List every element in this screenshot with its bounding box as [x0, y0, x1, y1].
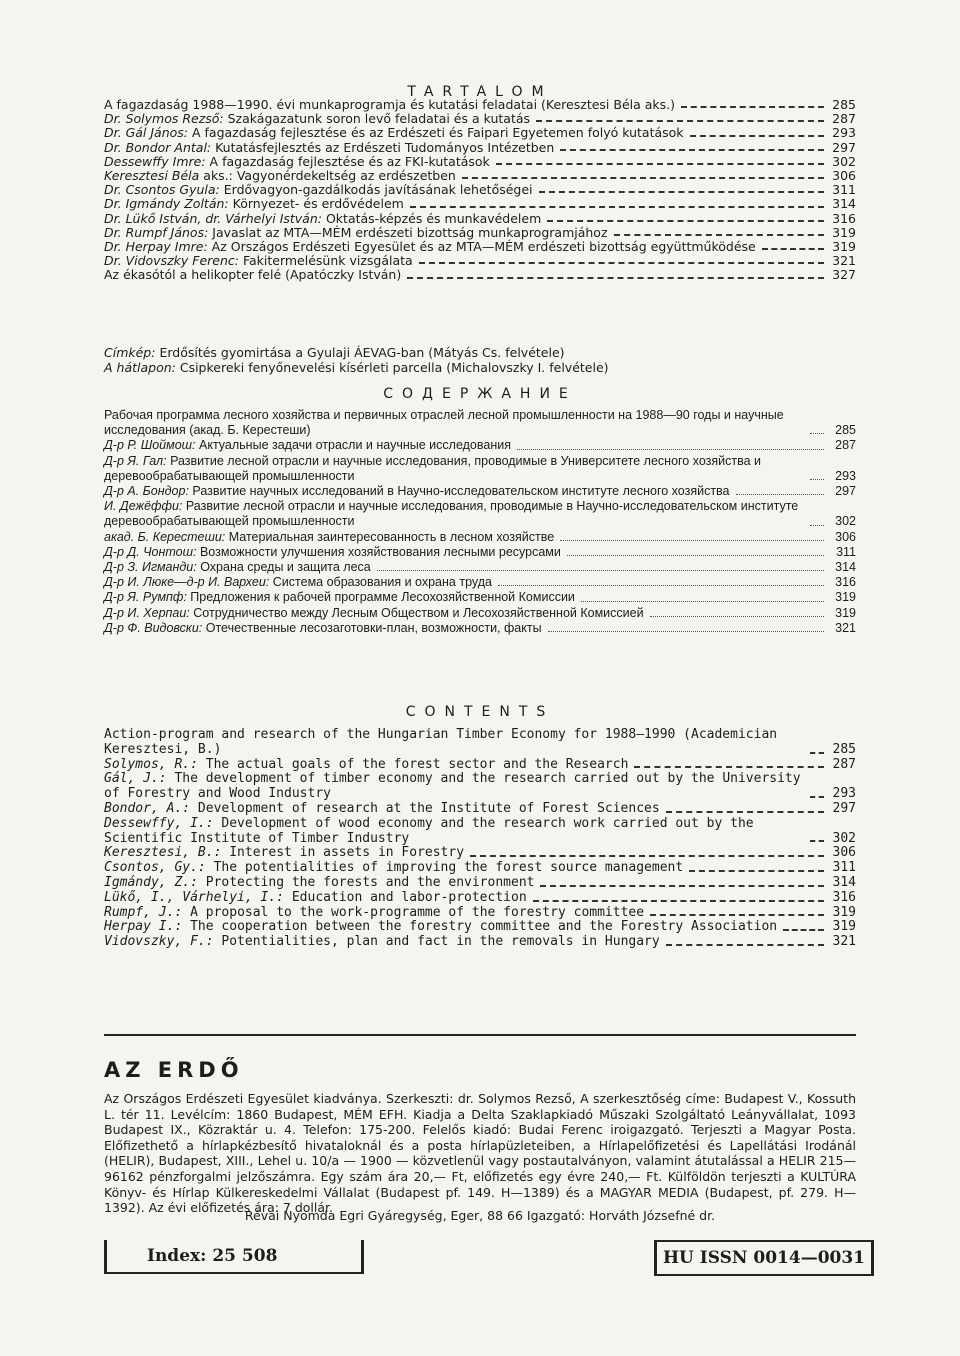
toc-page-number: 319: [832, 904, 856, 920]
toc-entry: [104, 906, 856, 921]
toc-title: Предложения к рабочей программе Лесохозяйственной Комиссии: [190, 590, 575, 605]
toc-leader: [614, 234, 824, 236]
toc-page-number: 285: [832, 97, 856, 112]
toc-entry-text: [104, 861, 683, 876]
toc-entry: [104, 772, 856, 802]
toc-title: Education and labor-protection: [291, 889, 527, 905]
toc-entry: [104, 590, 856, 605]
toc-title: aks.: Vagyonérdekeltség az erdészetben: [203, 168, 456, 184]
issn-box: HU ISSN 0014—0031: [654, 1240, 874, 1276]
toc-page-number: 285: [835, 423, 856, 438]
toc-title: Az Országos Erdészeti Egyesület és az MTA—MÉM erdészeti bizottság együttműködése: [211, 239, 756, 255]
toc-title: The development of timber economy and the research carried out by the University of Forestry and Wood Industry: [104, 771, 801, 802]
toc-page-number: 287: [832, 756, 856, 772]
captions: [104, 345, 609, 375]
toc-title: Development of wood economy and the research work carried out by the Scientific Institute of Timber Industry: [104, 815, 754, 846]
toc-leader: [810, 840, 824, 842]
toc-page-number: 311: [836, 544, 856, 559]
cover-caption: [104, 345, 609, 360]
toc-title: Рабочая программа лесного хозяйства и первичных отраслей лесной промышленности на 1988—90 годы и научные исследования (акад. Б. Керестеши): [104, 408, 784, 438]
toc-entry-text: [104, 772, 804, 802]
toc-entry: [104, 802, 856, 817]
toc-entry: [104, 575, 856, 590]
toc-author: Dessewffy Imre:: [104, 153, 206, 169]
toc-entry: [104, 758, 856, 773]
toc-entry-text: [104, 530, 554, 545]
toc-title: Развитие лесной отрасли и научные исследования, проводимые в Научно-исследовательском институте деревообрабатывающей промышленности: [104, 499, 799, 529]
toc-author: Dr. Bondor Antal:: [104, 139, 212, 155]
toc-author: Vidovszky, F.:: [104, 934, 214, 950]
toc-author: Dessewffy, I.:: [104, 815, 214, 831]
toc-leader: [547, 220, 824, 222]
en-toc: [104, 728, 856, 950]
toc-page-number: 285: [832, 741, 856, 757]
toc-title: Oktatás-képzés és munkavédelem: [325, 210, 542, 226]
toc-leader: [810, 479, 824, 480]
toc-author: Д-р Р. Шоймош:: [104, 438, 196, 453]
toc-leader: [681, 106, 824, 108]
toc-author: Keresztesi, B.:: [104, 845, 222, 861]
toc-page-number: 297: [835, 484, 856, 499]
en-heading: CONTENTS: [405, 704, 555, 720]
toc-title: Актуальные задачи отрасли и научные исследования: [199, 438, 511, 453]
toc-title: Javaslat az MTA—MÉM erdészeti bizottság munkaprogramjához: [212, 224, 608, 240]
toc-page-number: 293: [832, 786, 856, 802]
toc-page-number: 327: [832, 267, 856, 283]
back-caption: [104, 360, 609, 375]
toc-leader: [560, 540, 824, 541]
toc-entry-text: [104, 817, 804, 847]
toc-entry-text: [104, 126, 684, 140]
toc-entry-text: [104, 141, 554, 155]
toc-leader: [689, 870, 824, 872]
toc-entry-text: [104, 758, 628, 773]
toc-leader: [634, 766, 824, 768]
toc-entry: [104, 920, 856, 935]
toc-entry-text: [104, 728, 804, 758]
toc-leader: [533, 900, 824, 902]
toc-title: Erdővagyon-gazdálkodás javításának lehetőségei: [223, 182, 533, 198]
toc-author: Д-р З. Игманди:: [104, 560, 197, 575]
toc-leader: [736, 494, 825, 495]
toc-entry: [104, 98, 856, 112]
toc-page-number: 297: [832, 800, 856, 816]
toc-entry: [104, 112, 856, 126]
toc-author: Dr. Solymos Rezső:: [104, 111, 224, 127]
toc-title: A fagazdaság fejlesztése és az FKI-kutatások: [209, 153, 490, 169]
toc-entry: [104, 891, 856, 906]
cover-label: Címkép:: [104, 345, 156, 360]
toc-leader: [540, 885, 824, 887]
toc-page-number: 293: [832, 125, 856, 141]
toc-page-number: 321: [832, 253, 856, 269]
toc-entry: [104, 846, 856, 861]
toc-author: Dr. Gál János:: [104, 125, 188, 141]
toc-page-number: 306: [835, 529, 856, 544]
imprint-text: Az Országos Erdészeti Egyesület kiadványa. Szerkeszti: dr. Solymos Rezső, A szerkesztőség címe: Budapest V., Kossuth L. tér 11. Levélcím: 1860 Budapest, MÉM EFH. Kiadja a Delta Szaklapkiadó Műszaki Szolgáltató Leányvállalat, 1093 Budapest IX., Közraktár u. 4. Telefon: 175-200. Felelős kiadó: Budai Ferenc iroigazgató. Terjeszti a Magyar Posta. Előfizethető a hírlapkézbesítő hivataloknál és a posta hírlapüzleteiben, a Hírlapelőfizetési és Lapellátási Irodánál (HELIR), Budapest, XIII., Lehel u. 10/a — 1900 — közvetlenül vagy postautalványon, valamint átutalással a HELIR 215—96162 pénzforgalmi jelzőszámra. Egy szám ára 20,— Ft, előfizetés egy évre 240,— Ft. Külföldön terjeszti a KULTÚRA Könyv- és Hírlap Külkereskedelmi Vállalat (Budapest pf. 149. H—1389) és a MAGYAR MEDIA (Budapest, pf. 279. H—1392). Az évi előfizetés ára: 7 dollár.: [104, 1091, 856, 1216]
toc-leader: [810, 433, 824, 434]
toc-entry-text: [104, 891, 527, 906]
toc-page-number: 316: [832, 889, 856, 905]
divider-rule: [104, 1034, 856, 1036]
toc-title: Interest in assets in Forestry: [229, 845, 465, 861]
toc-entry-text: [104, 906, 644, 921]
toc-entry-text: [104, 183, 533, 197]
toc-page-number: 306: [832, 168, 856, 184]
toc-entry-text: [104, 254, 413, 268]
toc-entry-text: [104, 575, 492, 590]
ru-heading: СОДЕРЖАНИЕ: [383, 386, 577, 402]
toc-author: Д-р Ф. Видовски:: [104, 620, 203, 635]
toc-entry-text: [104, 438, 511, 453]
toc-title: The actual goals of the forest sector and the Research: [205, 756, 629, 772]
toc-page-number: 321: [832, 934, 856, 950]
toc-entry: [104, 141, 856, 155]
toc-entry-text: [104, 112, 530, 126]
toc-author: Dr. Herpay Imre:: [104, 239, 208, 255]
imprint: [104, 1091, 856, 1216]
toc-leader: [410, 206, 824, 208]
toc-entry: [104, 126, 856, 140]
toc-entry: [104, 240, 856, 254]
toc-page-number: 314: [835, 560, 856, 575]
toc-leader: [548, 631, 824, 632]
toc-author: Д-р Д. Чонтош:: [104, 544, 197, 559]
toc-entry: [104, 499, 856, 529]
toc-title: The potentialities of improving the forest source management: [213, 860, 684, 876]
printer-line: Révai Nyomda Egri Gyáregység, Eger, 88 66 Igazgató: Horváth Józsefné dr.: [244, 1208, 716, 1223]
toc-leader: [810, 525, 824, 526]
toc-title: Protecting the forests and the environment: [205, 874, 535, 890]
toc-entry-text: [104, 98, 675, 112]
toc-entry-text: [104, 802, 660, 817]
toc-page-number: 319: [835, 590, 856, 605]
toc-page-number: 311: [832, 182, 856, 198]
toc-leader: [462, 177, 824, 179]
toc-page-number: 302: [832, 153, 856, 169]
toc-entry: [104, 560, 856, 575]
toc-page-number: 314: [832, 874, 856, 890]
toc-title: Development of research at the Institute of Forest Sciences: [197, 800, 660, 816]
toc-entry: [104, 438, 856, 453]
toc-title: Материальная заинтересованность в лесном хозяйстве: [228, 529, 555, 544]
toc-entry: [104, 454, 856, 484]
toc-author: Gál, J.:: [104, 771, 167, 787]
toc-entry-text: [104, 240, 756, 254]
toc-entry-text: [104, 560, 371, 575]
toc-page-number: 319: [832, 919, 856, 935]
toc-entry-text: [104, 197, 404, 211]
toc-page-number: 316: [832, 210, 856, 226]
toc-author: И. Дежёффи:: [104, 499, 183, 514]
toc-page-number: 306: [832, 845, 856, 861]
toc-author: Csontos, Gy.:: [104, 860, 206, 876]
toc-entry: [104, 212, 856, 226]
toc-entry: [104, 728, 856, 758]
toc-author: Igmándy, Z.:: [104, 874, 198, 890]
toc-entry-text: [104, 499, 804, 529]
toc-author: Solymos, R.:: [104, 756, 198, 772]
toc-leader: [498, 585, 824, 586]
toc-entry: [104, 268, 856, 282]
toc-entry: [104, 530, 856, 545]
toc-title: A fagazdaság fejlesztése és az Erdészeti és Faipari Egyetemen folyó kutatások: [191, 125, 684, 141]
hu-heading: TARTALOM: [407, 84, 553, 100]
toc-entry: [104, 183, 856, 197]
toc-leader: [666, 811, 824, 813]
toc-page-number: 321: [835, 620, 856, 635]
toc-author: Bondor, A.:: [104, 800, 191, 816]
toc-title: Система образования и охрана труда: [272, 575, 492, 590]
toc-title: A proposal to the work-programme of the forestry committee: [190, 904, 645, 920]
toc-page-number: 302: [832, 830, 856, 846]
toc-leader: [517, 449, 824, 450]
toc-title: Fakitermelésünk vizsgálata: [242, 253, 413, 269]
toc-page-number: 311: [832, 860, 856, 876]
toc-author: Dr. Vidovszky Ferenc:: [104, 253, 239, 269]
toc-leader: [539, 191, 824, 193]
toc-leader: [496, 163, 824, 165]
toc-entry: [104, 876, 856, 891]
toc-entry-text: [104, 454, 804, 484]
toc-leader: [419, 262, 824, 264]
toc-title: Action-program and research of the Hungarian Timber Economy for 1988—1990 (Academician Keresztesi, B.): [104, 727, 778, 757]
toc-title: Környezet- és erdővédelem: [232, 196, 404, 212]
toc-leader: [810, 752, 824, 754]
toc-entry-text: [104, 268, 401, 282]
toc-title: A fagazdaság 1988—1990. évi munkaprogramja és kutatási feladatai (Keresztesi Béla aks.): [104, 97, 675, 112]
toc-leader: [783, 929, 824, 931]
toc-entry-text: [104, 155, 490, 169]
toc-author: Д-р Я. Румпф:: [104, 590, 187, 605]
magazine-title: AZ ERDŐ: [104, 1058, 244, 1082]
toc-entry: [104, 254, 856, 268]
toc-entry-text: [104, 590, 575, 605]
back-text: Csipkereki fenyőnevelési kísérleti parcella (Michalovszky I. felvétele): [179, 360, 609, 375]
toc-page-number: 287: [835, 438, 856, 453]
toc-author: Keresztesi Béla: [104, 168, 200, 184]
toc-page-number: 287: [832, 111, 856, 127]
toc-title: Отечественные лесозаготовки-план, возможности, факты: [205, 620, 542, 635]
cover-text: Erdősítés gyomirtása a Gyulaji ÁEVAG-ban (Mátyás Cs. felvétele): [159, 345, 565, 360]
toc-leader: [581, 601, 824, 602]
toc-entry-text: [104, 212, 541, 226]
toc-author: Dr. Lükő István, dr. Várhelyi István:: [104, 210, 322, 226]
toc-title: Сотрудничество между Лесным Обществом и Лесохозяйственной Комиссией: [193, 605, 644, 620]
toc-entry-text: [104, 226, 608, 240]
toc-entry: [104, 621, 856, 636]
toc-page-number: 297: [832, 139, 856, 155]
toc-entry-text: [104, 606, 644, 621]
toc-entry: [104, 817, 856, 847]
toc-entry: [104, 861, 856, 876]
toc-author: Dr. Rumpf János:: [104, 224, 209, 240]
toc-title: Szakágazatunk soron levő feladatai és a kutatás: [227, 111, 531, 127]
toc-page-number: 319: [832, 239, 856, 255]
toc-leader: [407, 277, 824, 279]
toc-leader: [567, 555, 824, 556]
toc-page-number: 302: [835, 514, 856, 529]
toc-leader: [650, 914, 824, 916]
toc-entry: [104, 408, 856, 438]
toc-title: Развитие лесной отрасли и научные исследования, проводимые в Университете лесного хозяйства и деревообрабатывающей промышленности: [104, 453, 762, 483]
toc-entry: [104, 606, 856, 621]
toc-leader: [690, 135, 824, 137]
toc-title: Возможности улучшения хозяйствования лесными ресурсами: [199, 544, 561, 559]
toc-entry-text: [104, 408, 804, 438]
toc-author: Д-р И. Херпаи:: [104, 605, 190, 620]
toc-author: Dr. Csontos Gyula:: [104, 182, 220, 198]
toc-entry-text: [104, 935, 660, 950]
toc-leader: [536, 120, 824, 122]
toc-author: Rumpf, J.:: [104, 904, 183, 920]
toc-entry-text: [104, 876, 534, 891]
toc-entry: [104, 226, 856, 240]
toc-entry: [104, 545, 856, 560]
index-box: Index: 25 508: [104, 1240, 364, 1274]
ru-toc: [104, 408, 856, 636]
toc-author: Д-р И. Люке—д-р И. Вархеи:: [104, 575, 270, 590]
toc-author: Lükő, I., Várhelyi, I.:: [104, 889, 285, 905]
toc-title: Развитие научных исследований в Научно-исследовательском институте лесного хозяйства: [192, 484, 730, 499]
back-label: A hátlapon:: [104, 360, 176, 375]
toc-title: Potentialities, plan and fact in the removals in Hungary: [221, 934, 660, 950]
toc-title: The cooperation between the forestry committee and the Forestry Association: [190, 919, 778, 935]
toc-entry: [104, 484, 856, 499]
toc-leader: [560, 149, 824, 151]
toc-leader: [470, 855, 824, 857]
toc-author: Herpay I.:: [104, 919, 183, 935]
toc-leader: [810, 796, 824, 798]
toc-author: Д-р Я. Гал:: [104, 453, 167, 468]
toc-page-number: 319: [835, 605, 856, 620]
toc-title: Az ékasótól a helikopter felé (Apatóczky István): [104, 267, 402, 283]
toc-entry-text: [104, 846, 464, 861]
toc-leader: [762, 248, 824, 250]
toc-leader: [650, 616, 824, 617]
toc-leader: [666, 944, 824, 946]
toc-entry-text: [104, 920, 777, 935]
toc-entry-text: [104, 621, 542, 636]
toc-title: Kutatásfejlesztés az Erdészeti Tudományos Intézetben: [215, 139, 555, 155]
toc-entry-text: [104, 169, 456, 183]
toc-page-number: 316: [835, 575, 856, 590]
toc-leader: [377, 570, 824, 571]
toc-entry: [104, 155, 856, 169]
toc-page-number: 314: [832, 196, 856, 212]
toc-entry: [104, 935, 856, 950]
toc-entry-text: [104, 484, 730, 499]
toc-page-number: 293: [835, 468, 856, 483]
hu-toc: [104, 98, 856, 283]
toc-author: акад. Б. Керестеши:: [104, 529, 226, 544]
toc-author: Д-р А. Бондор:: [104, 484, 189, 499]
toc-title: Охрана среды и защита леса: [200, 560, 371, 575]
toc-entry: [104, 169, 856, 183]
toc-author: Dr. Igmándy Zoltán:: [104, 196, 229, 212]
toc-entry-text: [104, 545, 561, 560]
toc-entry: [104, 197, 856, 211]
toc-page-number: 319: [832, 224, 856, 240]
